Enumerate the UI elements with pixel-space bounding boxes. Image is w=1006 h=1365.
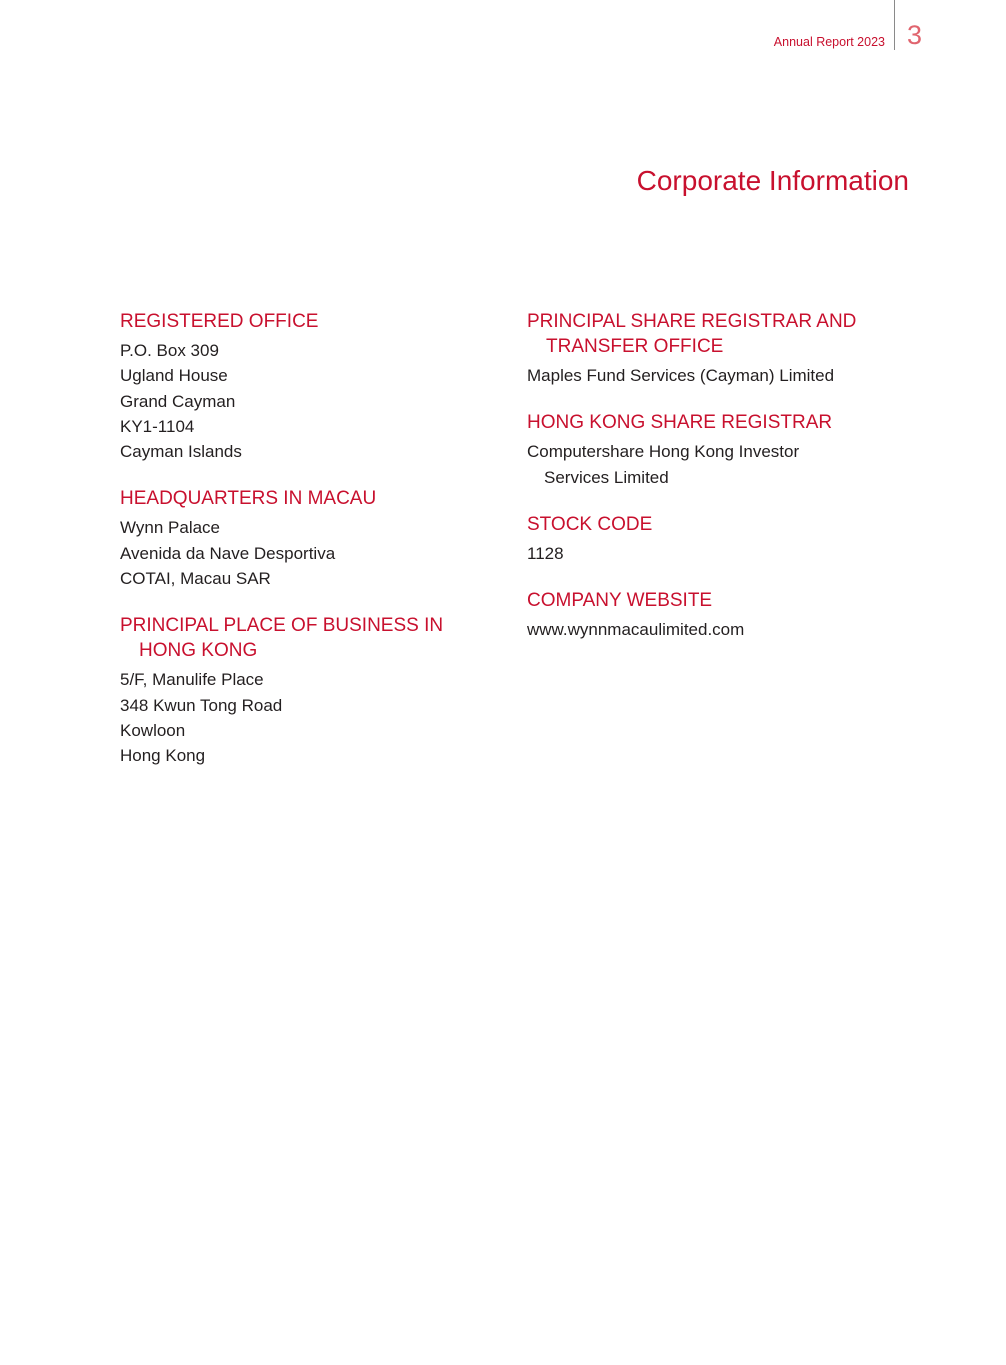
address-line: Grand Cayman xyxy=(120,391,236,411)
section-registered-office xyxy=(120,309,490,464)
header-divider xyxy=(894,0,895,50)
address-line: KY1-1104 xyxy=(120,416,195,436)
address-line: Ugland House xyxy=(120,366,228,386)
address-line: Kowloon xyxy=(120,720,186,740)
report-label: Annual Report 2023 xyxy=(773,35,885,49)
section-heading: COMPANY WEBSITE xyxy=(527,590,713,612)
section-hong-kong-share-registrar xyxy=(527,410,917,490)
address-line: Wynn Palace xyxy=(120,518,221,538)
left-column xyxy=(120,309,490,791)
section-heading: PRINCIPAL PLACE OF BUSINESS IN HONG KONG xyxy=(120,615,444,662)
address-line: P.O. Box 309 xyxy=(120,341,219,360)
section-heading: REGISTERED OFFICE xyxy=(120,311,319,332)
section-company-website xyxy=(527,588,917,642)
page-number: 3 xyxy=(907,20,923,50)
section-principal-place-of-business xyxy=(120,613,490,768)
section-stock-code xyxy=(527,512,917,566)
right-column xyxy=(527,309,917,664)
info-line: Maples Fund Services (Cayman) Limited xyxy=(527,366,835,385)
address-line: Cayman Islands xyxy=(120,442,242,462)
section-principal-share-registrar xyxy=(527,309,917,388)
section-heading: HONG KONG SHARE REGISTRAR xyxy=(527,412,833,434)
running-header xyxy=(0,0,1006,60)
section-heading: STOCK CODE xyxy=(527,513,653,535)
address-line: 5/F, Manulife Place xyxy=(120,670,264,690)
address-line: COTAI, Macau SAR xyxy=(120,569,271,589)
section-heading: HEADQUARTERS IN MACAU xyxy=(120,488,377,510)
section-heading: PRINCIPAL SHARE REGISTRAR AND TRANSFER OFFICE xyxy=(527,311,857,357)
page-title: Corporate Information xyxy=(636,165,909,196)
section-headquarters xyxy=(120,486,490,591)
stock-code-value: 1128 xyxy=(527,543,564,563)
info-line: Computershare Hong Kong Investor Services Limited xyxy=(527,442,800,487)
address-line: Avenida da Nave Desportiva xyxy=(120,543,336,563)
website-link[interactable]: www.wynnmacaulimited.com xyxy=(527,620,745,640)
address-line: Hong Kong xyxy=(120,746,206,766)
address-line: 348 Kwun Tong Road xyxy=(120,695,283,715)
